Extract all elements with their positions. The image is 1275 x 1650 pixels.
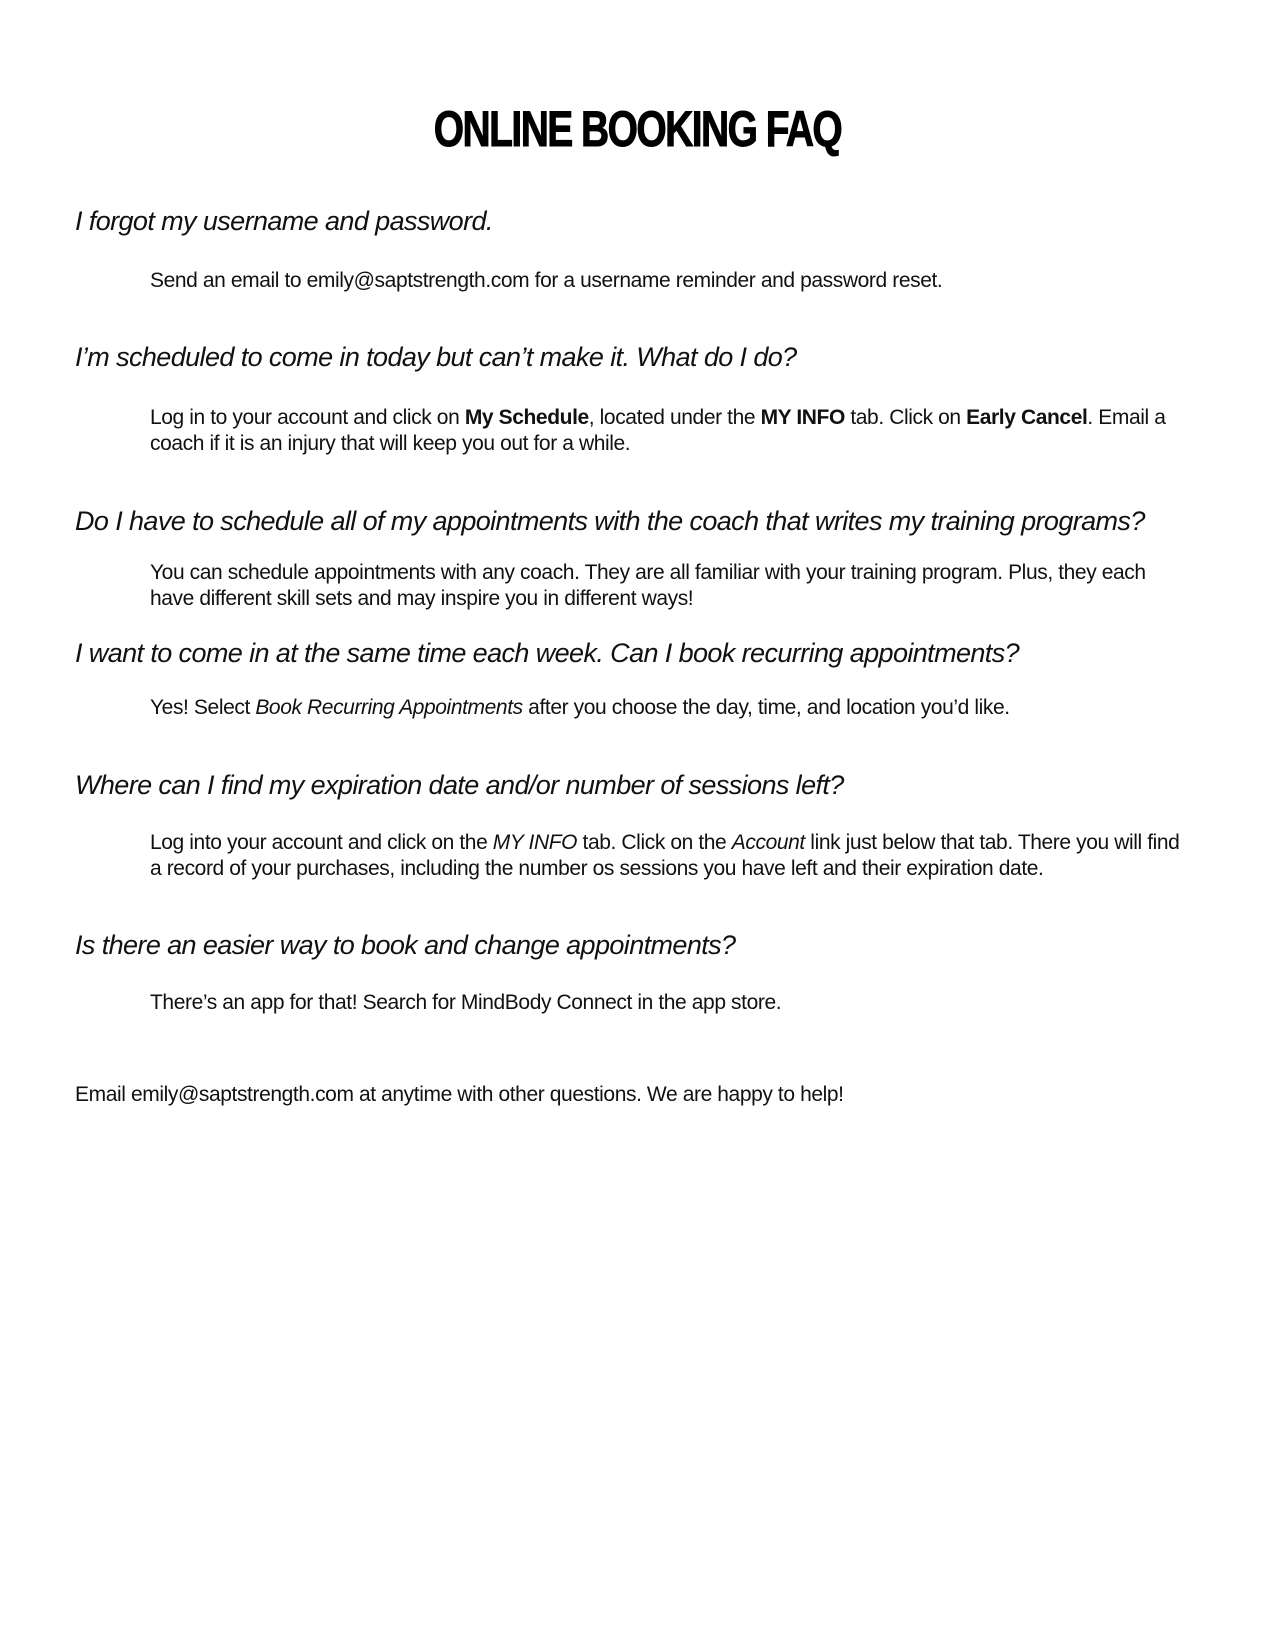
answer-text: Log in to your account and click on [150,406,465,429]
answer-text: Early Cancel [966,406,1088,429]
answer-text: tab. Click on [844,406,967,429]
faq-question: I’m scheduled to come in today but can’t make it. What do I do? [75,342,797,372]
answer-text: You can schedule appointments with any coach. They are all familiar with your training program. Plus, they each have different skill sets and may inspire you in different ways! [150,561,1146,610]
faq-answer [150,695,1190,721]
answer-text: Book Recurring Appointments [255,696,523,719]
faq-question: Is there an easier way to book and change appointments? [75,930,736,960]
faq-question: Where can I find my expiration date and/or number of sessions left? [75,770,844,800]
answer-text: MY INFO [492,831,578,854]
answer-text: There’s an app for that! Search for MindBody Connect in the app store. [150,991,782,1014]
faq-question: Do I have to schedule all of my appointments with the coach that writes my training programs? [75,506,1145,536]
faq-answer [150,405,1190,457]
answer-text: , located under the [588,406,761,429]
faq-answer [150,268,1190,294]
answer-text: Send an email to emily@saptstrength.com for a username reminder and password reset. [150,269,943,292]
faq-question: I want to come in at the same time each week. Can I book recurring appointments? [75,638,1020,668]
faq-answer [150,990,1190,1016]
closing-note: Email emily@saptstrength.com at anytime with other questions. We are happy to help! [75,1083,844,1106]
faq-question: I forgot my username and password. [75,206,493,236]
answer-text: after you choose the day, time, and location you’d like. [522,696,1010,719]
answer-text: MY INFO [760,406,845,429]
answer-text: . Email a coach if it is an injury that will keep you out for a while. [150,406,1166,455]
answer-text: Account [731,831,805,854]
answer-text: tab. Click on the [577,831,732,854]
answer-text: Log into your account and click on the [150,831,493,854]
answer-text: My Schedule [464,406,589,429]
faq-answer [150,560,1190,612]
answer-text: link just below that tab. There you will find a record of your purchases, including the number os sessions you have left and their expiration date. [150,831,1180,880]
answer-text: Yes! Select [150,696,256,719]
page-title: ONLINE BOOKING FAQ [433,101,842,157]
faq-answer [150,830,1190,882]
